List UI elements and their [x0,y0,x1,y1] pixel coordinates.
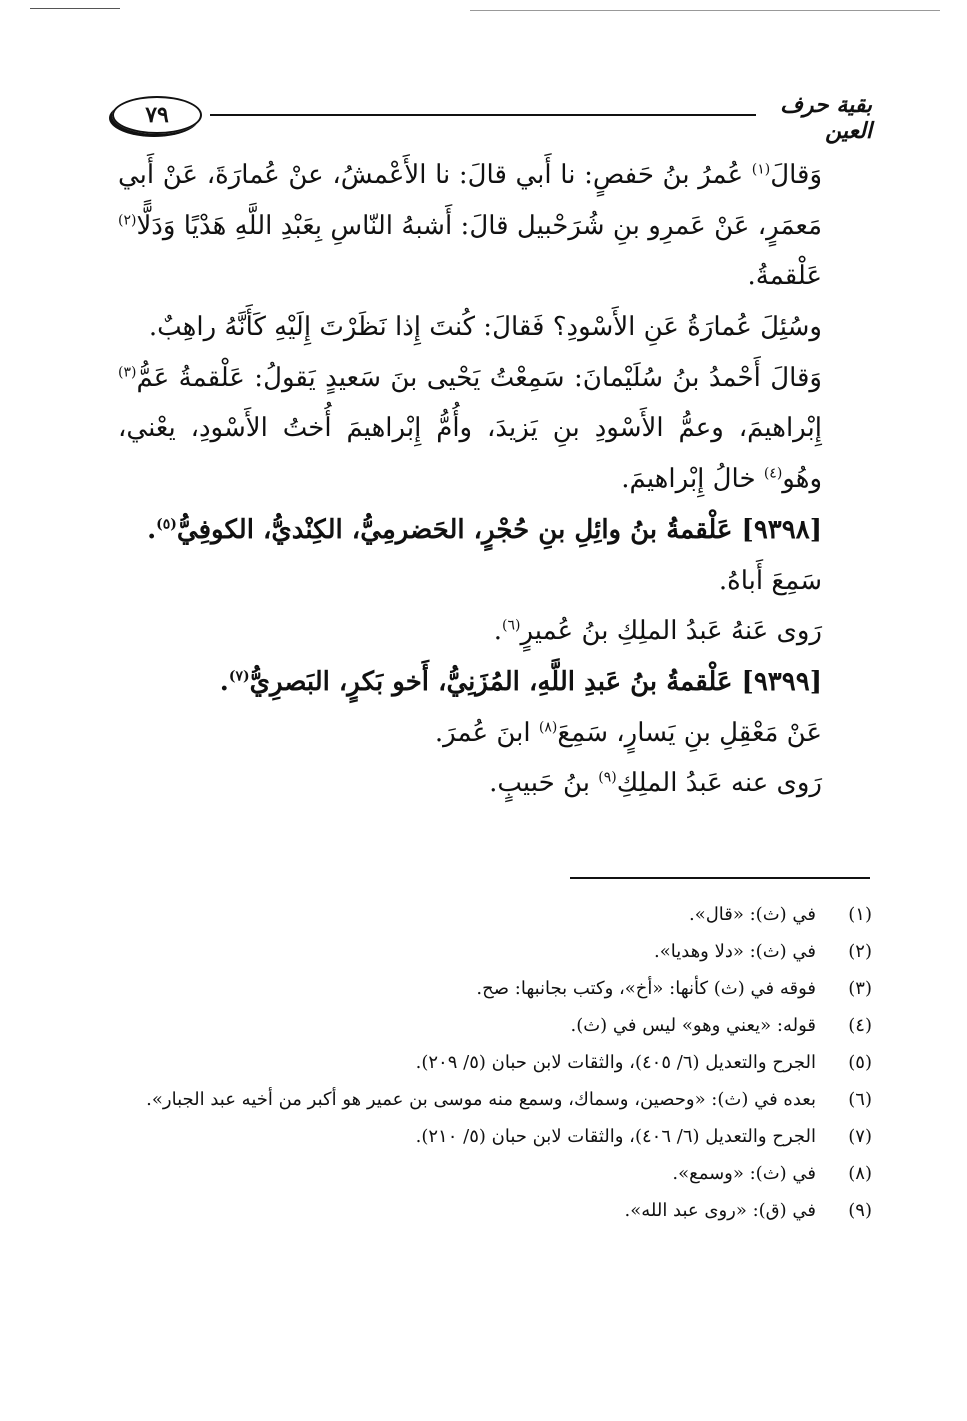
footnote [130,933,872,970]
footnote-number: (٣) [848,978,872,999]
footnote-ref: (٥) [156,516,177,533]
scan-edge-line [470,10,940,11]
header-rule [210,114,756,116]
footnote-number: (٤) [848,1015,872,1036]
entry-line [118,758,870,809]
footnote [130,1081,872,1118]
footnote-number: (٥) [848,1052,872,1073]
running-title: بقية حرف العين [780,92,872,144]
footnote-number: (١) [848,904,872,925]
footnote-text: بعده في (ث): «وحصين، وسماك، وسمع منه موسى بن عمير هو أكبر من أخيه عبد الجبار». [146,1089,816,1110]
footnote-number: (٦) [848,1089,872,1110]
paragraph-2: وسُئِلَ عُمارَةُ عَنِ الأَسْودِ؟ فَقالَ: كُنتَ إِذا نَظَرْتَ إِلَيْهِ كَأَنَّهُ راهِبٌ. [148,312,822,343]
footnote-ref: (٦) [501,617,521,634]
text-span: [٩٣٩٨] عَلْقمةُ بنُ وائِلِ بنِ حُجْرٍ، الحَضرمِيُّ، الكِنْديُّ، الكوفِيُّ [176,514,822,545]
footnote [130,1155,872,1192]
text-span: عَنْ مَعْقِلِ بنِ يَسارٍ، سَمِعَ [557,717,822,748]
text-span: . [147,514,157,545]
entry-line [118,606,870,657]
footnote-number: (٢) [848,941,872,962]
text-span: رَوى عنه عَبدُ الملِكِ [616,768,822,799]
page-header [112,92,872,144]
text-span: عَلْقمةُ. [747,261,822,292]
scan-edge-line [30,8,120,9]
footnote-text: في (ث): «قال». [688,904,816,925]
footnote-text: في (ث): «وسمع». [672,1163,816,1184]
footnote-text: الجرح والتعديل (٦/ ٤٠٦)، والثقات لابن حبان (٥/ ٢١٠). [415,1126,816,1147]
text-span: ابنَ عُمرَ. [434,717,539,748]
footnote-number: (٩) [848,1200,872,1221]
text-span: . [219,666,229,697]
footnote [130,1007,872,1044]
footnote-text: قوله: «يعني وهو» ليس في (ث). [570,1015,816,1036]
text-span: رَوى عَنهُ عَبدُ الملِكِ بنُ عُميرٍ [520,616,822,647]
footnote-ref: (٧) [228,668,250,685]
footnote-text: فوقه في (ث) كأنها: «أخ»، وكتب بجانبها: صح. [476,978,816,999]
footnote [130,896,872,933]
page-number-badge: ٧٩ [112,96,202,134]
entry-line: سَمِعَ أَباهُ. [718,565,822,596]
text-span: خالُ إِبْراهيمَ. [621,464,764,495]
text-span: إِبْراهيمَ، وعمُّ الأَسْودِ بنِ يَزيدَ، وأُمُّ إِبْراهيمَ أُختُ الأَسْودِ، يعْني، وهُو [118,413,822,495]
footnote-ref: (٩) [598,769,617,786]
paragraph-1 [118,150,870,302]
text-span: عُمرُ بنُ حَفصٍ: نا أَبي قالَ: نا الأَعْمشُ، عنْ عُمارَةَ، عَنْ أَبي مَعمَرٍ، عَنْ عَمرِو بنِ شُرَحْبيل قالَ: أَشبهُ النّاسِ بِعَبْدِ اللَّهِ هَدْيًا وَدَلًّا [118,160,822,241]
main-text [118,150,870,809]
footnote [130,970,872,1007]
footnote-number: (٧) [848,1126,872,1147]
text-span: . [493,616,502,647]
footnote [130,1044,872,1081]
footnote-ref: (٨) [538,718,558,735]
footnote-text: الجرح والتعديل (٦/ ٤٠٥)، والثقات لابن حبان (٥/ ٢٠٩). [415,1052,816,1073]
paragraph-3 [118,353,870,505]
entry-heading-9398 [118,505,870,556]
text-span: وَقالَ أَحْمدُ بنُ سُلَيْمانَ: سَمِعْتُ يَحْيى بنَ سَعيدٍ يَقولُ: عَلْقمةُ عَمُّ [136,362,822,393]
footnote-separator [570,877,870,879]
footnote-text: في (ق): «روى عبد الله». [624,1200,816,1221]
footnote-number: (٨) [848,1163,872,1184]
entry-heading-9399 [118,657,870,708]
footnote-text: في (ث): «دلا وهديا». [654,941,816,962]
text-span: [٩٣٩٩] عَلْقمةُ بنُ عَبدِ اللَّهِ، المُزَنِيُّ، أَخو بَكرٍ، البَصرِيُّ [249,666,822,697]
footnotes [130,896,872,1229]
footnote-ref: (٤) [763,465,783,482]
footnote-ref: (١) [751,161,771,178]
entry-line [118,708,870,759]
footnote-ref: (٣) [118,364,137,381]
text-span: وَقالَ [770,160,822,190]
text-span: بنُ حَبيبٍ. [489,768,599,799]
footnote [130,1118,872,1155]
footnote [130,1192,872,1229]
footnote-ref: (٢) [118,212,137,229]
